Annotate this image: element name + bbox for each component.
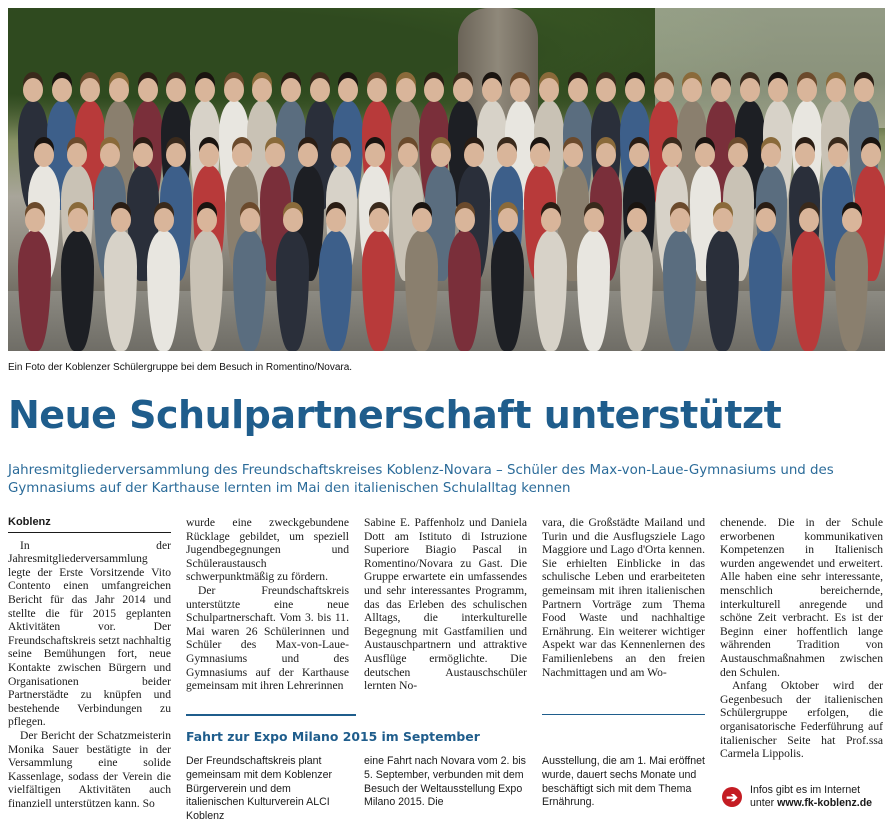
photo-person-head [629,143,649,167]
photo-person-head [568,78,588,102]
photo-person-head [453,78,473,102]
headline: Neue Schulpartnerschaft unterstützt [8,393,782,437]
photo-person-head [23,78,43,102]
arrow-right-icon: ➔ [722,787,742,807]
box-column-2: eine Fahrt nach Novara vom 2. bis 5. September, verbunden mit dem Besuch der Weltausstellung Expo Milano 2015. Die [364,755,526,809]
photo-person-head [398,143,418,167]
paragraph: wurde eine zweckgebundene Rücklage gebildet, um speziell Jugendbegegnungen und Schüleraustausch schwerpunktmäßig zu fördern. [186,516,349,584]
photo-caption: Ein Foto der Koblenzer Schülergruppe bei dem Besuch in Romentino/Novara. [8,362,353,373]
photo-person-head [530,143,550,167]
photo-person-head [52,78,72,102]
photo-person-head [799,208,819,232]
article-column-4 [542,516,705,679]
photo-person-head [100,143,120,167]
photo-person-head [795,143,815,167]
info-prefix: unter [750,797,775,809]
photo-person-head [367,78,387,102]
photo-person-head [138,78,158,102]
box-column-1: Der Freundschaftskreis plant gemeinsam mit dem Koblenzer Bürgerverein und dem italienischen Kulturverein ALCI Koblenz [186,755,333,823]
photo-person-head [756,208,776,232]
paragraph: Der Freundschaftskreis unterstützte eine neue Schulpartnerschaft. Vom 3. bis 11. Mai waren 26 Schülerinnen und Schüler des Max-von-Laue-Gymnasiums und des Gymnasiums auf der Karthause gemeinsam mit ihren Lehrerinnen [186,583,349,693]
box-rule-left [186,714,356,716]
photo-person-head [539,78,559,102]
photo-person-head [625,78,645,102]
photo-person-head [224,78,244,102]
photo-person-head [310,78,330,102]
photo-person-head [68,208,88,232]
photo-person-head [670,208,690,232]
photo-person-head [34,143,54,167]
photo-person-head [396,78,416,102]
box-column-3: Ausstellung, die am 1. Mai eröffnet wurde, dauert sechs Monate und beschäftigt sich mit dem Thema Ernährung. [542,755,705,809]
box-rule-right [542,714,705,715]
photo-person-head [584,208,604,232]
photo-person-head [412,208,432,232]
photo-person-head [326,208,346,232]
photo-person-head [482,78,502,102]
article-column-1 [8,516,171,810]
photo-person-head [431,143,451,167]
photo-person-head [627,208,647,232]
photo-person-head [25,208,45,232]
photo-person-head [365,143,385,167]
article-column-3 [364,516,527,693]
photo-person-head [166,143,186,167]
info-url-link[interactable]: www.fk-koblenz.de [777,797,873,809]
photo-person-head [861,143,881,167]
photo-person-head [498,208,518,232]
photo-person-head [596,143,616,167]
photo-person-head [283,208,303,232]
photo-person-head [842,208,862,232]
photo-person-head [654,78,674,102]
photo-person-head [240,208,260,232]
paragraph: Der Bericht der Schatzmeisterin Monika Sauer bestätigte in der Versammlung eine solide Kassenlage, sodass der Verein die vielfältigen Aktivitäten auch finanziell unterstützen kann. So [8,728,171,810]
photo-person-head [826,78,846,102]
dateline-place: Koblenz [8,516,171,533]
photo-person-head [111,208,131,232]
photo-person-head [541,208,561,232]
photo-person-head [464,143,484,167]
photo-person-head [197,208,217,232]
photo-person-head [563,143,583,167]
photo-person-head [195,78,215,102]
photo-person-head [828,143,848,167]
group-photo [8,8,885,351]
article-column-5 [720,516,883,761]
article-column-2 [186,516,349,693]
info-line: Infos gibt es im Internet [750,784,861,796]
photo-person-head [133,143,153,167]
photo-person-head [281,78,301,102]
paragraph: Anfang Oktober wird der Gegenbesuch der italienischen Schülergruppe erfolgen, die organisatorische Federführung auf italienischer Seite hat Prof.ssa Carmela Lippolis. [720,679,883,761]
info-text [750,784,890,810]
photo-person-head [109,78,129,102]
photo-person-head [199,143,219,167]
photo-person-head [369,208,389,232]
paragraph: vara, die Großstädte Mailand und Turin und die Ausflugsziele Lago Maggiore und Lago d'Orta kennen. Sie erhielten Einblicke in das schulische Leben und erarbeiteten gemeinsam mit ihren italienischen Partnern Vorträge zum Thema Food Waste und nachhaltige Ernährung. Ein weiterer wichtiger Aspekt war das Kennenlernen des Familienlebens an den freien Nachmittagen und am Wo- [542,516,705,679]
paragraph: In der Jahresmitgliederversammlung legte der Erste Vorsitzende Vito Contento einen umfangreichen Bericht für das Jahr 2014 und stellte die für 2015 geplanten Aktivitäten vor. Der Freundschaftskreis setzt nachhaltig seine Bemühungen fort, neue Kontakte zwischen Bürgern und Organisationen beider Partnerstädte zu knüpfen und bestehende Verbindungen zu pflegen. [8,538,171,729]
photo-person-head [497,143,517,167]
photo-person-head [67,143,87,167]
photo-person-head [797,78,817,102]
paragraph: Sabine E. Paffenholz und Daniela Dott am Istituto di Istruzione Superiore Biagio Pascal in Romentino/Novara zu Gast. Die Gruppe erwartete ein umfassendes und sehr interessantes Programm, das das Erleben des schulischen Alltags, die interkulturelle Begegnung mit Gastfamilien und Austauschpartnern und attraktive Ausflüge ermöglichte. Die deutschen Austauschschüler lernten No- [364,516,527,693]
photo-person-head [455,208,475,232]
paragraph: chenende. Die in der Schule erworbenen kommunikativen Kompetenzen in Italienisch wurden angewendet und erweitert. Alle haben eine sehr interessante, menschlich bereichernde, interkulturell anregende und schöne Zeit verbracht. Es ist der Beginn einer hoffentlich lange währenden Tradition von Austauschmaßnahmen zwischen den Schulen. [720,516,883,679]
photo-person-head [740,78,760,102]
photo-person-head [713,208,733,232]
photo-person-head [154,208,174,232]
box-title: Fahrt zur Expo Milano 2015 im September [186,729,480,744]
photo-person-head [711,78,731,102]
subheadline: Jahresmitgliederversammlung des Freundschaftskreises Koblenz-Novara – Schüler des Max-von-Laue-Gymnasiums und des Gymnasiums auf der Karthause lernten im Mai den italienischen Schulalltag kennen [8,463,834,496]
